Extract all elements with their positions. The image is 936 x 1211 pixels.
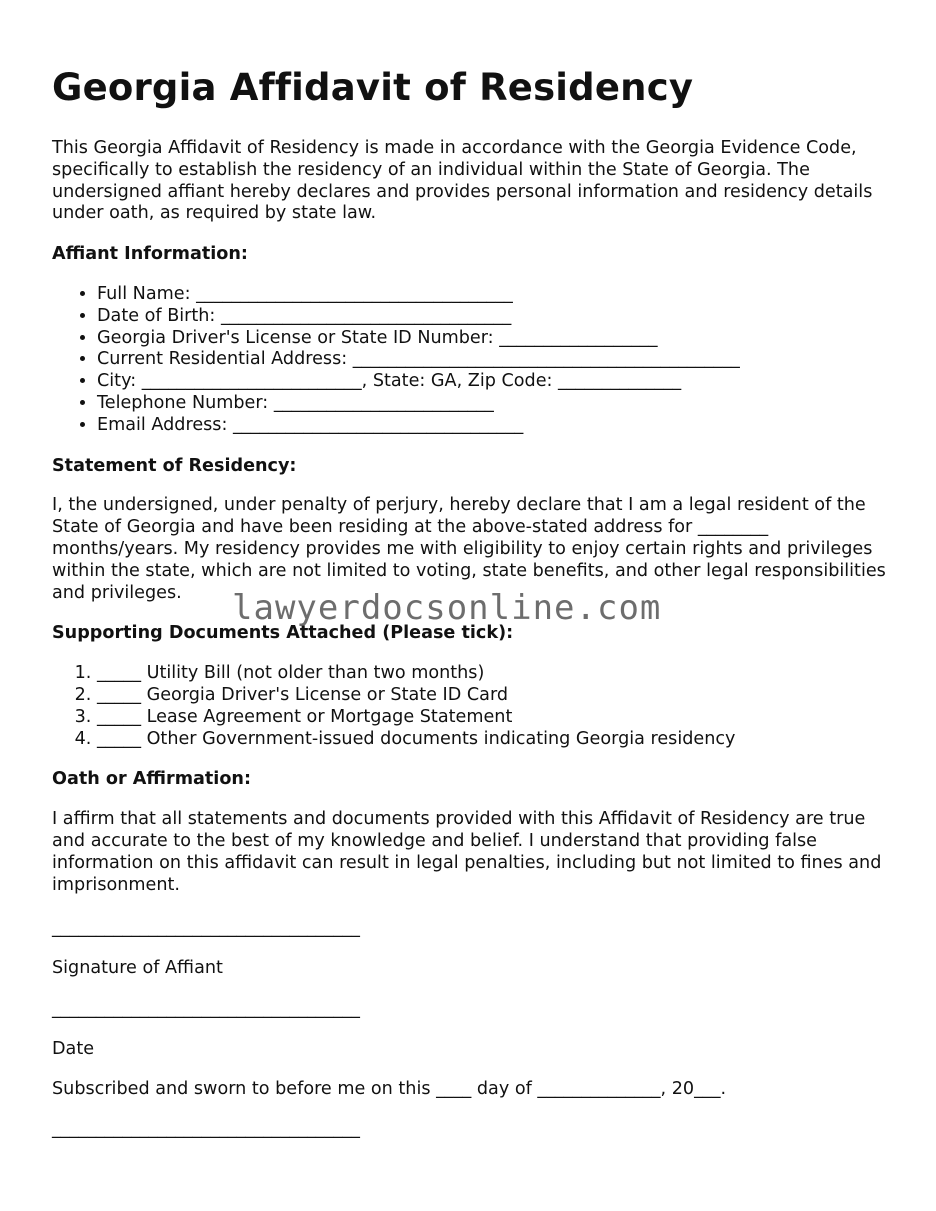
statement-paragraph: I, the undersigned, under penalty of perjury, hereby declare that I am a legal resident of the State of Georgia and have been residing at the above-stated address for ________ months/years. My residency provides me with eligibility to enjoy certain rights and privileges within the state, which are not limited to voting, state benefits, and other legal responsibilities and privileges. [52,495,886,603]
document-item-other: 4. _____ Other Government-issued documents indicating Georgia residency [97,729,892,751]
sworn-statement: Subscribed and sworn to before me on this ____ day of ______________, 20___. [52,1078,727,1099]
oath-paragraph: I affirm that all statements and documents provided with this Affidavit of Residency are true and accurate to the best of my knowledge and belief. I understand that providing false information on this affidavit can result in legal penalties, including but not limited to fines and imprisonment. [52,809,882,895]
affiant-license-field: • Georgia Driver's License or State ID Number: __________________ [97,328,892,350]
signature-line: ___________________________________ [52,918,360,939]
affiant-city-state-zip-field: • City: _________________________, State: GA, Zip Code: ______________ [97,371,892,393]
document-page [52,64,892,1141]
affiant-heading: Affiant Information: [52,244,248,265]
affiant-address-field: • Current Residential Address: ____________________________________________ [97,349,892,371]
statement-heading: Statement of Residency: [52,455,297,476]
signature-label: Signature of Affiant [52,958,223,979]
document-item-utility-bill: 1. _____ Utility Bill (not older than two months) [97,663,892,685]
affiant-email-field: • Email Address: _________________________________ [97,415,892,437]
date-line: ___________________________________ [52,998,360,1019]
affiant-telephone-field: • Telephone Number: _________________________ [97,393,892,415]
document-item-lease: 3. _____ Lease Agreement or Mortgage Statement [97,707,892,729]
affiant-info-list [52,284,892,437]
intro-paragraph: This Georgia Affidavit of Residency is made in accordance with the Georgia Evidence Code, specifically to establish the residency of an individual within the State of Georgia. The undersigned affiant hereby declares and provides personal information and residency details under oath, as required by state law. [52,138,873,224]
notary-signature-line: ___________________________________ [52,1119,360,1140]
affiant-full-name-field: • Full Name: ____________________________________ [97,284,892,306]
oath-heading: Oath or Affirmation: [52,769,251,790]
watermark-text: lawyerdocsonline.com [232,588,662,628]
document-item-license: 2. _____ Georgia Driver's License or State ID Card [97,685,892,707]
date-label: Date [52,1038,95,1059]
document-title: Georgia Affidavit of Residency [52,66,694,109]
supporting-documents-list [52,663,892,750]
documents-heading: Supporting Documents Attached (Please tick): [52,623,514,644]
affiant-dob-field: • Date of Birth: _________________________________ [97,306,892,328]
